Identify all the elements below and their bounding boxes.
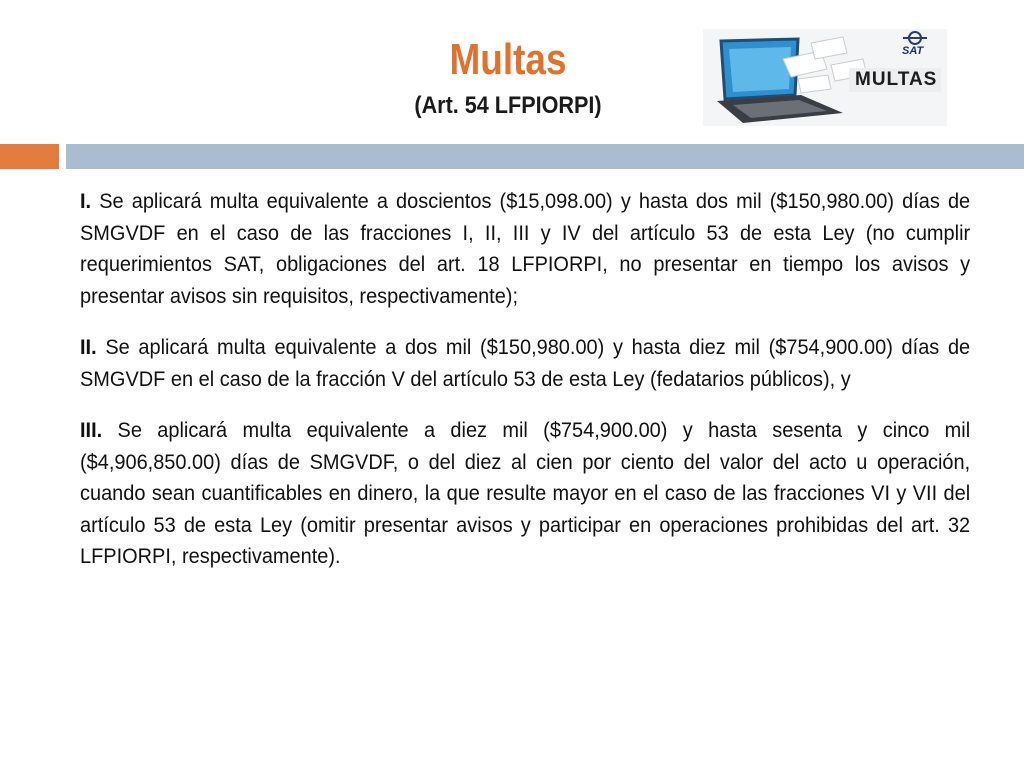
paragraph-number: III.	[80, 419, 103, 442]
logo-brand-text: SAT	[902, 45, 924, 57]
paragraph-text: Se aplicará multa equivalente a dos mil ($150,980.00) y hasta diez mil ($754,900.00) días de SMGVDF en el caso de la fracción V del artículo 53 de esta Ley (fedatarios públicos), y	[80, 336, 971, 391]
logo-label-text: MULTAS	[855, 69, 938, 90]
paragraph-text: Se aplicará multa equivalente a diez mil ($754,900.00) y hasta sesenta y cinco mil ($4,906,850.00) días de SMGVDF, o del diez al cien por ciento del valor del acto u operación, cuando sean cuantificables en dinero, la que resulte mayor en el caso de las fracciones VI y VII del artículo 53 de esta Ley (omitir presentar avisos y participar en operaciones prohibidas del art. 32 LFPIORPI, respectivamente).	[80, 419, 971, 568]
paragraph-text: Se aplicará multa equivalente a doscientos ($15,098.00) y hasta dos mil ($150,980.00) días de SMGVDF en el caso de las fracciones I, II, III y IV del artículo 53 de esta Ley (no cumplir requerimientos SAT, obligaciones del art. 18 LFPIORPI, no presentar en tiempo los avisos y presentar avisos sin requisitos, respectivamente);	[80, 190, 971, 308]
body-content	[80, 186, 970, 593]
accent-bar-blue	[66, 144, 1024, 169]
paragraph-fraccion-1	[80, 186, 970, 312]
sat-mark-icon	[903, 32, 927, 44]
sat-multas-logo	[703, 29, 947, 126]
accent-bar-orange	[0, 144, 59, 169]
paragraph-fraccion-2	[80, 332, 970, 395]
page-title: Multas	[449, 35, 567, 84]
paragraph-number: II.	[80, 336, 97, 359]
paragraph-number: I.	[80, 190, 92, 213]
paragraph-fraccion-3	[80, 415, 970, 573]
page-subtitle: (Art. 54 LFPIORPI)	[414, 92, 602, 119]
